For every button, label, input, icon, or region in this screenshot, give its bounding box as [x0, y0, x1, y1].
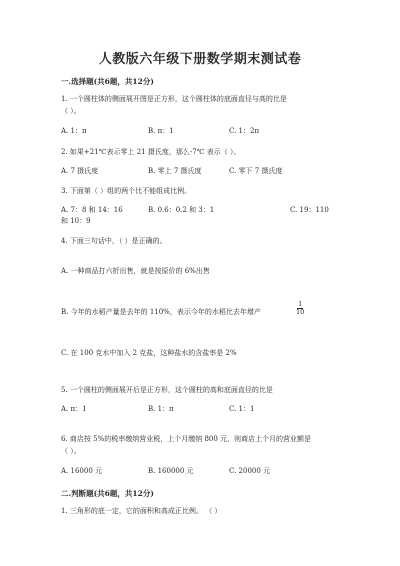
- question-2-option-c: C. 零下 7 摄氏度: [229, 167, 283, 175]
- question-4-option-a: A. 一种商品打六折出售，就是按原价的 6%出售: [61, 267, 210, 275]
- question-1-option-a: A. 1：π: [61, 127, 87, 135]
- question-6-option-b: B. 160000 元: [148, 467, 194, 475]
- question-6-option-a: A. 16000 元: [61, 467, 102, 475]
- question-5-text: 5. 一个圆柱的侧面展开后是正方形，这个圆柱的高和底面直径的比是: [61, 386, 273, 394]
- question-1-option-b: B. π：1: [148, 127, 174, 135]
- question-6-line1: 6. 商店按 5%的税率缴纳营业税，上个月缴纳 800 元，则商店上个月的营业额是: [61, 435, 312, 443]
- question-5-option-b: B. 1：π: [148, 405, 174, 413]
- question-2-text: 2. 如果+21℃表示零上 21 摄氏度，那么-7℃ 表示（ ）。: [61, 148, 241, 156]
- question-6-option-c: C. 20000 元: [229, 467, 271, 475]
- question-4-text: 4. 下面三句话中，（ ）是正确的。: [61, 237, 167, 245]
- fraction-numerator: 1: [298, 300, 303, 308]
- question-3-text: 3. 下面第（ ）组的两个比不能组成比例。: [61, 187, 192, 195]
- question-2-option-a: A. 7 摄氏度: [61, 167, 99, 175]
- fraction-denominator: 10: [296, 308, 305, 316]
- question-4-option-c: C. 在 100 克水中加入 2 克盐，这种盐水的含盐率是 2%: [61, 349, 237, 357]
- question-1-line2: （ ）。: [61, 107, 81, 115]
- section-heading-judgment: 二.判断题(共6题，共12分): [61, 489, 154, 498]
- section-heading-choice: 一.选择题(共6题，共12分): [61, 77, 154, 86]
- question-1-line1: 1. 一个圆柱体的侧面展开图是正方形，这个圆柱体的底面直径与高的比是: [61, 95, 287, 103]
- question-3-option-c: C. 19：110: [290, 206, 329, 214]
- judgment-1-text: 1. 三角形的底一定，它的面积和高成正比例。 （ ）: [61, 507, 222, 515]
- question-3-option-a: A. 7：8 和 14：16: [61, 206, 123, 214]
- question-4-option-b: B. 今年的水稻产量是去年的 110%，表示今年的水稻比去年增产: [61, 308, 261, 316]
- question-3-option-wrap: 和 10：9: [61, 217, 91, 225]
- question-2-option-b: B. 零上 7 摄氏度: [148, 167, 202, 175]
- question-6-line2: （ ）。: [61, 447, 81, 455]
- question-3-option-b: B. 0.6：0.2 和 3：1: [148, 206, 215, 214]
- question-4-option-b-fraction: [296, 301, 304, 316]
- question-5-option-a: A. π：1: [61, 405, 87, 413]
- question-1-option-c: C. 1：2π: [229, 127, 260, 135]
- question-5-option-c: C. 1：1: [229, 405, 255, 413]
- page-title: 人教版六年级下册数学期末测试卷: [98, 52, 302, 67]
